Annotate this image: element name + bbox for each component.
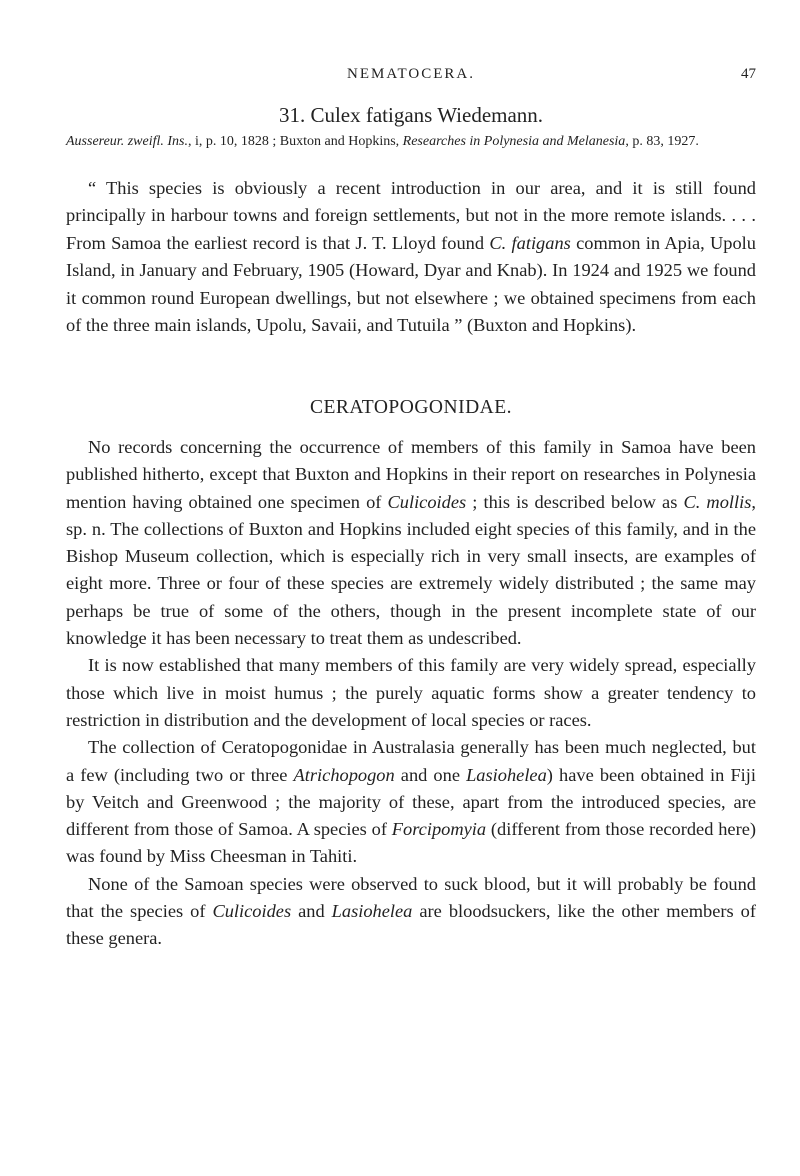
paragraph-australasia: [66, 734, 756, 870]
genus-name: Forcipomyia: [391, 819, 487, 840]
paragraph-text: and: [291, 901, 332, 922]
paragraph-text: ) have been obtained in Fiji by Veitch and Greenwood ; the majority of these, apart from the introduced species, are different from those of Samoa. A species of: [66, 764, 757, 840]
paragraph-text: are bloodsuckers, like the other members of these genera.: [66, 901, 756, 949]
quote-species-name: C. fatigans: [489, 232, 571, 253]
species-name: C. mollis: [683, 491, 752, 512]
page-number: 47: [741, 66, 756, 82]
species-citation: [66, 132, 756, 152]
paragraph-distribution: It is now established that many members of this family are very widely spread, especially those which live in moist humus ; the purely aquatic forms show a greater tendency to restriction in distribution and the development of local species or races.: [66, 655, 756, 730]
running-title: NEMATOCERA.: [347, 66, 475, 82]
running-head: [66, 66, 756, 88]
citation-text: , i, p. 10, 1828 ; Buxton and Hopkins,: [187, 134, 403, 149]
genus-name: Culicoides: [212, 901, 292, 922]
quote-text: “ This species is obviously a recent introduction in our area, and it is still found principally in harbour towns and foreign settlements, but not in the more remote islands. . . . From Samoa the earliest record is that J. T. Lloyd found: [66, 178, 756, 253]
paragraph-text: ; this is described below as: [466, 491, 684, 512]
genus-name: Lasiohelea: [331, 901, 413, 922]
paragraph-text: None of the Samoan species were observed to suck blood, but it will probably be found that the species of: [66, 873, 756, 922]
citation-work-title: Aussereur. zweifl. Ins.: [66, 134, 188, 149]
book-page: [66, 0, 756, 1176]
paragraph-text: (different from those recorded here) was found by Miss Cheesman in Tahiti.: [66, 819, 756, 867]
body-text: [66, 434, 756, 953]
genus-name: Culicoides: [387, 491, 467, 512]
paragraph-text: The collection of Ceratopogonidae in Australasia generally has been much neglected, but a few (including two or three: [66, 737, 756, 785]
citation-text-end: , p. 83, 1927.: [625, 134, 699, 149]
family-heading: CERATOPOGONIDAE.: [309, 397, 513, 418]
genus-name: Lasiohelea: [466, 764, 547, 785]
paragraph-records: [66, 434, 756, 652]
species-quote: [66, 175, 756, 339]
citation-report-title: Researches in Polynesia and Melanesia: [402, 134, 626, 149]
genus-name: Atrichopogon: [293, 764, 395, 785]
species-heading: 31. Culex fatigans Wiedemann.: [278, 103, 544, 127]
quote-text-end: common in Apia, Upolu Island, in January and February, 1905 (Howard, Dyar and Knab). In 1924 and 1925 we found it common round European dwellings, but not elsewhere ; we obtained specimens from each of the three main islands, Upolu, Savaii, and Tutuila ” (Buxton and Hopkins).: [66, 232, 756, 336]
paragraph-text: , sp. n. The collections of Buxton and Hopkins included eight species of this family, and in the Bishop Museum collection, which is especially rich in very small insects, are examples of eight more. Three or four of these species are extremely widely distributed ; the same may perhaps be true of some of the others, though in the present incomplete state of our knowledge it has been necessary to treat them as undescribed.: [66, 491, 756, 649]
paragraph-bloodsuckers: [66, 871, 756, 953]
paragraph-text: No records concerning the occurrence of members of this family in Samoa have been published hitherto, except that Buxton and Hopkins in their report on researches in Polynesia mention having obtained one specimen of: [66, 437, 756, 512]
paragraph-text: and one: [394, 764, 467, 785]
